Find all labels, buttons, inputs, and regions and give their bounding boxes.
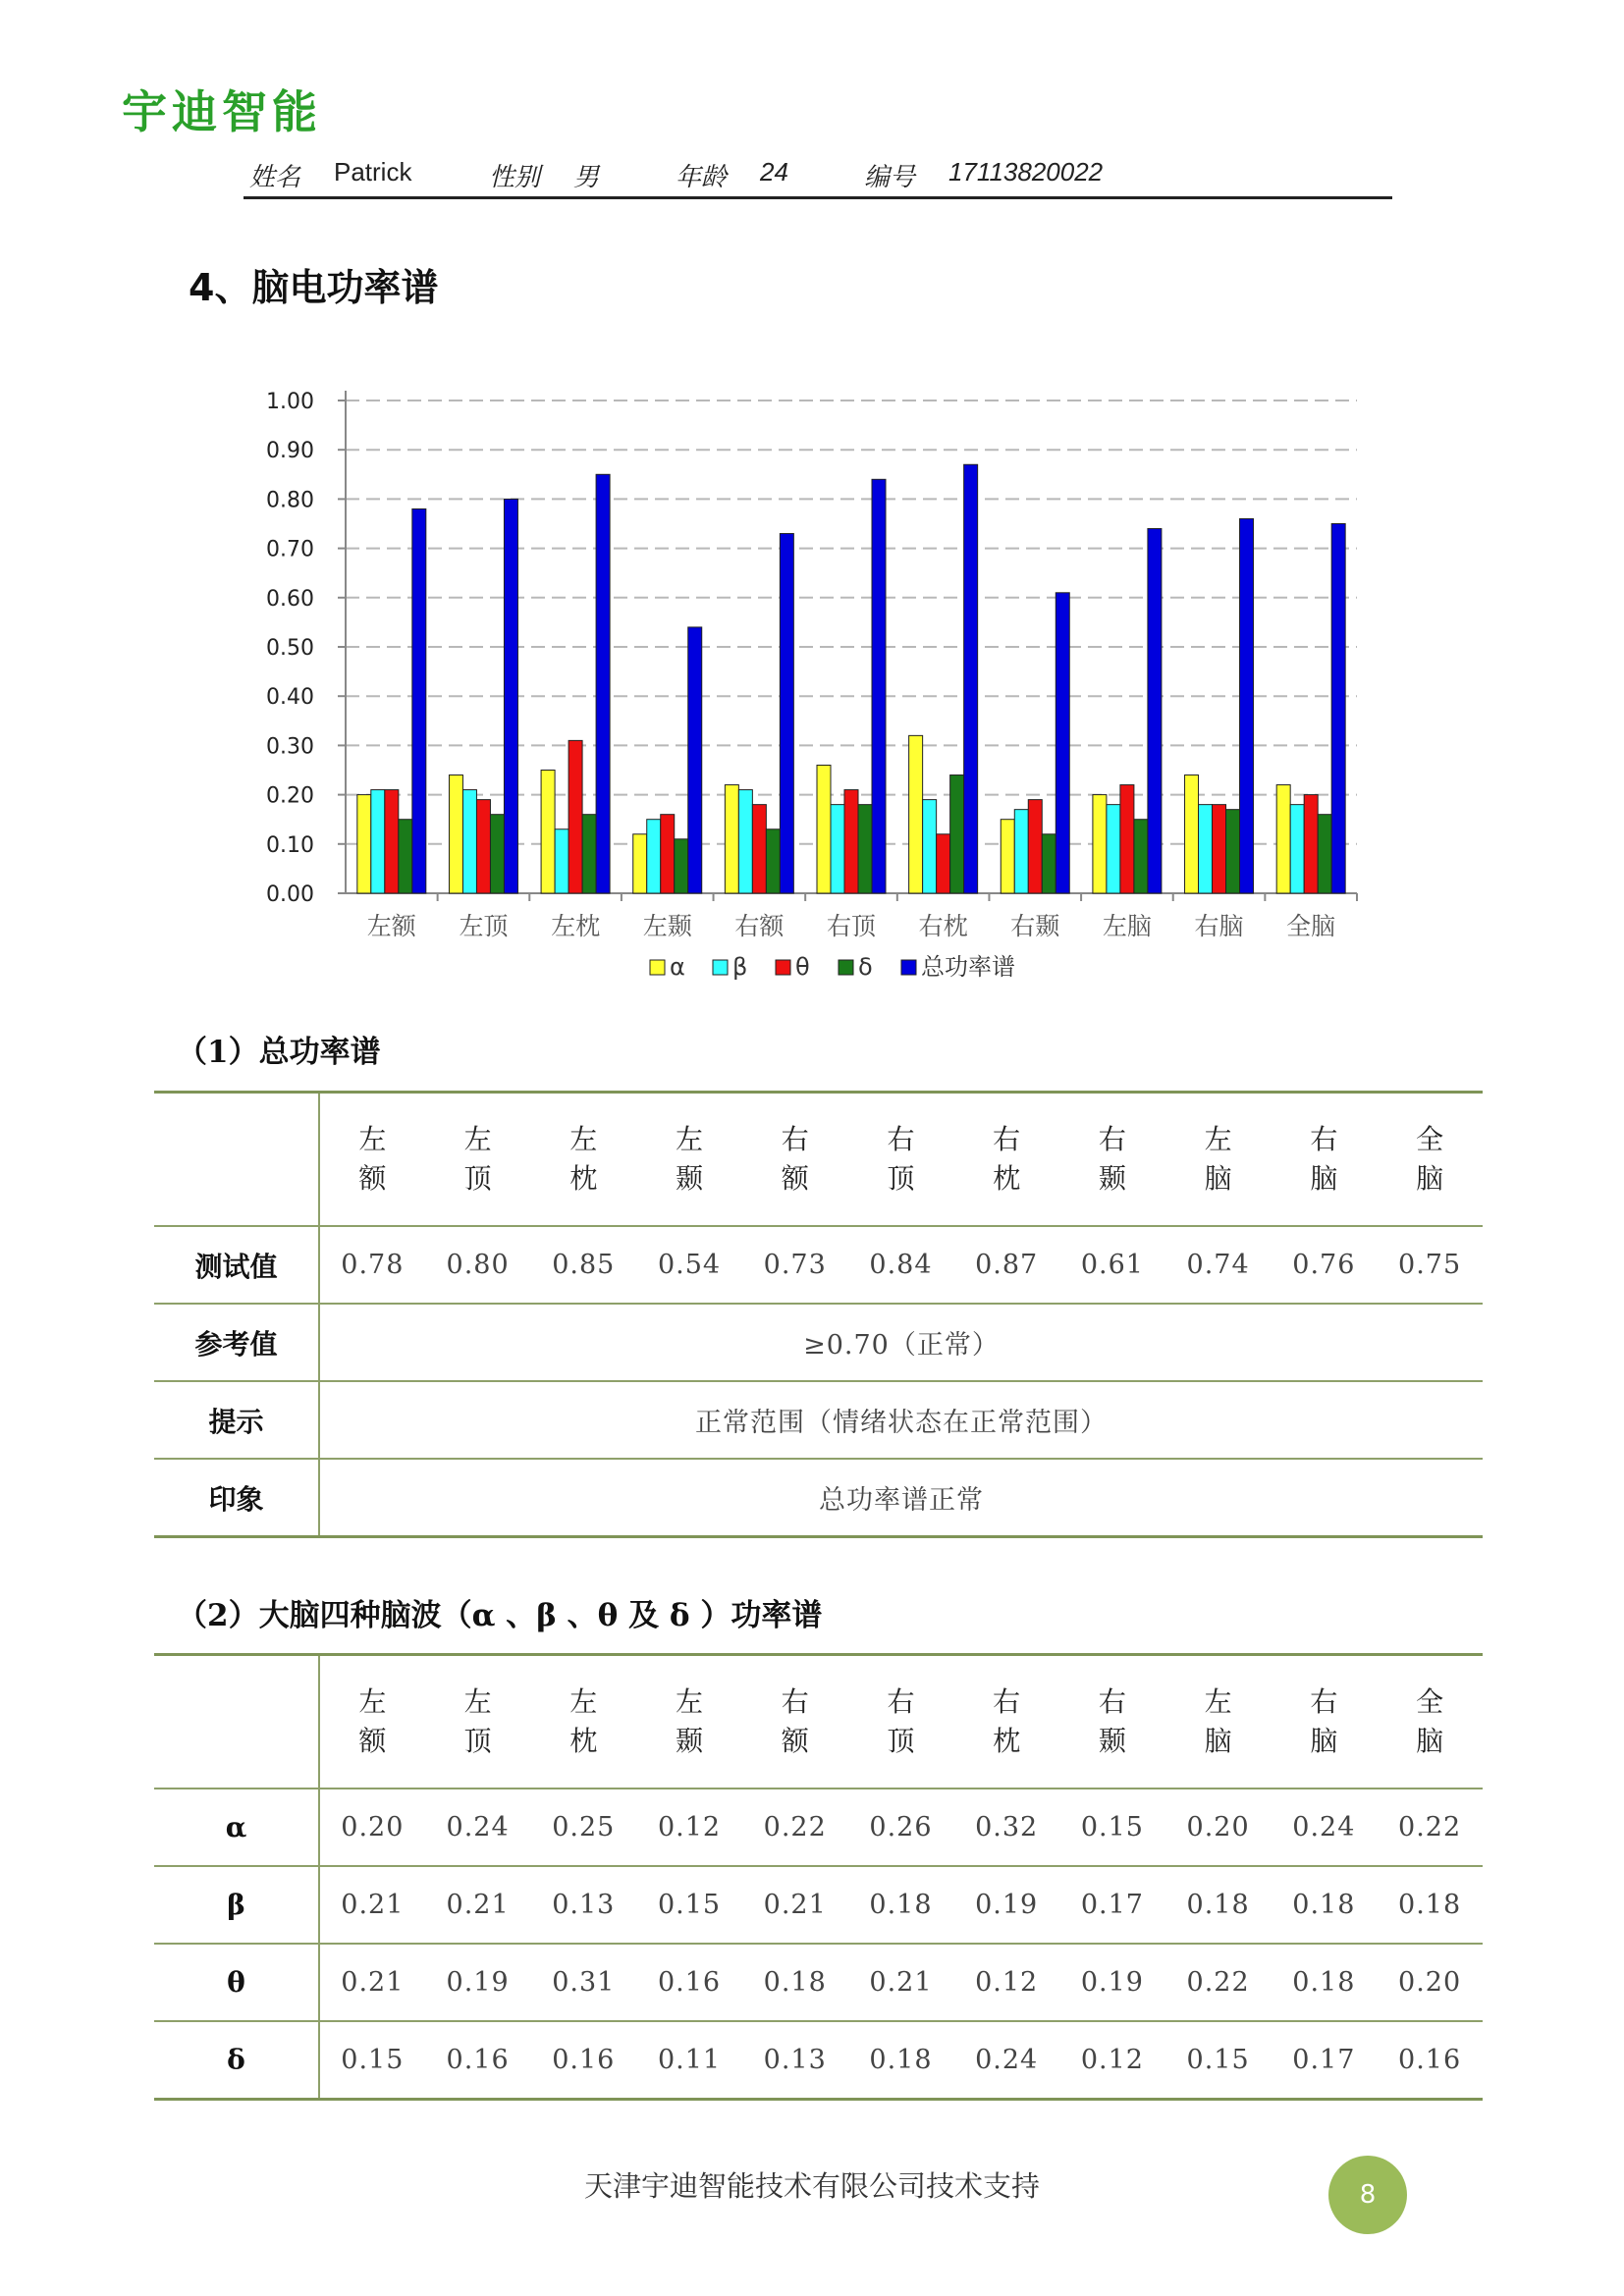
- x-tick-label: 右额: [734, 912, 785, 940]
- region-header: 右 颞: [1059, 1655, 1165, 1789]
- bar: [504, 499, 517, 893]
- delta-cell: 0.11: [636, 2021, 742, 2100]
- region-header: 左 额: [319, 1655, 425, 1789]
- bar: [1028, 800, 1042, 893]
- delta-cell: 0.12: [1059, 2021, 1165, 2100]
- bar: [1148, 529, 1162, 893]
- test-value-cell: 0.76: [1271, 1226, 1377, 1304]
- beta-cell: 0.18: [848, 1866, 954, 1944]
- bar: [462, 790, 476, 893]
- region-header: 全 脑: [1377, 1655, 1483, 1789]
- alpha-cell: 0.24: [425, 1789, 531, 1866]
- bar: [385, 790, 399, 893]
- bar: [1120, 785, 1134, 893]
- bar: [1276, 785, 1290, 893]
- bar: [831, 805, 844, 893]
- test-value-cell: 0.73: [742, 1226, 848, 1304]
- bar: [1014, 810, 1028, 893]
- bar: [923, 800, 937, 893]
- impression-value: 总功率谱正常: [319, 1459, 1483, 1537]
- beta-cell: 0.19: [953, 1866, 1059, 1944]
- x-tick-label: 左脑: [1102, 912, 1152, 940]
- test-value-cell: 0.78: [319, 1226, 425, 1304]
- region-header: 右 脑: [1271, 1655, 1377, 1789]
- bar: [371, 790, 385, 893]
- theta-cell: 0.18: [1271, 1944, 1377, 2021]
- theta-label: θ: [154, 1944, 319, 2021]
- region-header: 左 颞: [636, 1093, 742, 1227]
- delta-cell: 0.13: [742, 2021, 848, 2100]
- theta-cell: 0.21: [848, 1944, 954, 2021]
- name-value: Patrick: [334, 157, 412, 187]
- legend-label: β: [732, 953, 748, 981]
- alpha-cell: 0.20: [319, 1789, 425, 1866]
- bar: [1093, 795, 1107, 893]
- test-value-cell: 0.85: [530, 1226, 636, 1304]
- impression-row: [154, 1459, 1483, 1537]
- name-label: 姓名: [249, 162, 301, 191]
- delta-cell: 0.18: [848, 2021, 954, 2100]
- legend-label: 总功率谱: [921, 953, 1015, 981]
- bar: [1199, 805, 1213, 893]
- gender-label: 性别: [489, 162, 541, 191]
- x-tick-label: 右颞: [1010, 912, 1060, 940]
- region-header: 左 顶: [425, 1655, 531, 1789]
- hint-label: 提示: [154, 1381, 319, 1459]
- y-tick-label: 0.70: [266, 537, 314, 562]
- total-power-subtitle: （1）总功率谱: [177, 1035, 381, 1070]
- wave-power-subtitle: （2）大脑四种脑波（α 、β 、θ 及 δ ）功率谱: [177, 1598, 823, 1633]
- region-header: 左 枕: [530, 1655, 636, 1789]
- bar: [357, 795, 371, 893]
- x-tick-label: 左顶: [459, 912, 509, 940]
- region-header: 右 顶: [848, 1655, 954, 1789]
- alpha-cell: 0.20: [1165, 1789, 1272, 1866]
- region-header: 右 额: [742, 1655, 848, 1789]
- x-tick-label: 左额: [366, 912, 416, 940]
- delta-cell: 0.16: [425, 2021, 531, 2100]
- theta-cell: 0.31: [530, 1944, 636, 2021]
- beta-cell: 0.13: [530, 1866, 636, 1944]
- hint-value: 正常范围（情绪状态在正常范围）: [319, 1381, 1483, 1459]
- test-value-cell: 0.74: [1165, 1226, 1272, 1304]
- bar: [964, 464, 978, 893]
- beta-cell: 0.15: [636, 1866, 742, 1944]
- bar: [872, 479, 886, 893]
- delta-cell: 0.17: [1271, 2021, 1377, 2100]
- region-header: 左 顶: [425, 1093, 531, 1227]
- bar: [1304, 795, 1318, 893]
- y-tick-label: 0.60: [266, 586, 314, 612]
- beta-cell: 0.17: [1059, 1866, 1165, 1944]
- footer-text: 天津宇迪智能技术有限公司技术支持: [583, 2169, 1040, 2203]
- region-header: 右 脑: [1271, 1093, 1377, 1227]
- y-tick-label: 0.90: [266, 439, 314, 464]
- bar: [555, 829, 568, 893]
- beta-cell: 0.18: [1271, 1866, 1377, 1944]
- region-header: 全 脑: [1377, 1093, 1483, 1227]
- region-header: 右 顶: [848, 1093, 954, 1227]
- x-tick-label: 右脑: [1194, 912, 1244, 940]
- theta-row: [154, 1944, 1483, 2021]
- age-label: 年龄: [676, 162, 728, 191]
- region-header: 右 枕: [953, 1655, 1059, 1789]
- reference-value: ≥0.70（正常）: [319, 1304, 1483, 1381]
- alpha-cell: 0.15: [1059, 1789, 1165, 1866]
- corner-cell: [154, 1093, 319, 1227]
- theta-cell: 0.16: [636, 1944, 742, 2021]
- bar: [752, 805, 766, 893]
- delta-label: δ: [154, 2021, 319, 2100]
- theta-cell: 0.20: [1377, 1944, 1483, 2021]
- bar: [909, 735, 923, 893]
- bar: [412, 508, 426, 893]
- test-value-cell: 0.80: [425, 1226, 531, 1304]
- y-tick-label: 0.30: [266, 734, 314, 760]
- theta-cell: 0.12: [953, 1944, 1059, 2021]
- bar: [582, 815, 596, 893]
- alpha-cell: 0.12: [636, 1789, 742, 1866]
- delta-cell: 0.15: [1165, 2021, 1272, 2100]
- wave-power-table: [154, 1653, 1483, 2101]
- delta-cell: 0.15: [319, 2021, 425, 2100]
- alpha-cell: 0.25: [530, 1789, 636, 1866]
- theta-cell: 0.18: [742, 1944, 848, 2021]
- region-header: 左 脑: [1165, 1655, 1272, 1789]
- test-value-cell: 0.75: [1377, 1226, 1483, 1304]
- bar: [780, 534, 793, 893]
- test-value-cell: 0.61: [1059, 1226, 1165, 1304]
- legend-label: α: [670, 953, 685, 981]
- bar: [844, 790, 858, 893]
- bar: [675, 839, 688, 893]
- gender-value: 男: [573, 162, 600, 191]
- bar: [661, 815, 675, 893]
- alpha-cell: 0.26: [848, 1789, 954, 1866]
- legend-swatch: [901, 960, 916, 975]
- beta-cell: 0.18: [1165, 1866, 1272, 1944]
- legend-swatch: [776, 960, 790, 975]
- power-spectrum-chart: [236, 373, 1394, 1021]
- test-value-cell: 0.84: [848, 1226, 954, 1304]
- bar: [1134, 820, 1148, 893]
- beta-cell: 0.21: [319, 1866, 425, 1944]
- test-value-cell: 0.87: [953, 1226, 1059, 1304]
- section-title: 4、脑电功率谱: [189, 266, 439, 309]
- region-header: 左 颞: [636, 1655, 742, 1789]
- legend-swatch: [839, 960, 853, 975]
- delta-cell: 0.16: [530, 2021, 636, 2100]
- alpha-cell: 0.32: [953, 1789, 1059, 1866]
- bar: [399, 820, 412, 893]
- patient-info-bar: [244, 153, 1392, 199]
- beta-cell: 0.21: [425, 1866, 531, 1944]
- region-header: 左 额: [319, 1093, 425, 1227]
- impression-label: 印象: [154, 1459, 319, 1537]
- x-tick-label: 右顶: [826, 912, 877, 940]
- theta-cell: 0.22: [1165, 1944, 1272, 2021]
- bar: [1240, 518, 1254, 893]
- bar: [541, 771, 555, 894]
- bar: [449, 775, 462, 893]
- bar: [937, 834, 950, 893]
- bar: [688, 627, 702, 893]
- delta-row: [154, 2021, 1483, 2100]
- bar: [476, 800, 490, 893]
- bar: [1001, 820, 1014, 893]
- beta-row: [154, 1866, 1483, 1944]
- bar: [1185, 775, 1199, 893]
- beta-cell: 0.18: [1377, 1866, 1483, 1944]
- test-value-label: 测试值: [154, 1226, 319, 1304]
- alpha-row: [154, 1789, 1483, 1866]
- total-power-table: [154, 1091, 1483, 1538]
- bar: [858, 805, 872, 893]
- region-header: 右 颞: [1059, 1093, 1165, 1227]
- alpha-cell: 0.22: [742, 1789, 848, 1866]
- legend-label: δ: [858, 953, 873, 981]
- legend-label: θ: [795, 953, 810, 981]
- reference-label: 参考值: [154, 1304, 319, 1381]
- bar: [1056, 593, 1069, 893]
- id-value: 17113820022: [948, 157, 1104, 187]
- legend-swatch: [713, 960, 728, 975]
- id-label: 编号: [864, 162, 916, 191]
- y-tick-label: 0.20: [266, 783, 314, 809]
- theta-cell: 0.19: [425, 1944, 531, 2021]
- corner-cell: [154, 1655, 319, 1789]
- delta-cell: 0.24: [953, 2021, 1059, 2100]
- bar: [725, 785, 738, 893]
- page-number-badge: 8: [1328, 2156, 1407, 2234]
- bar: [1213, 805, 1226, 893]
- theta-cell: 0.19: [1059, 1944, 1165, 2021]
- reference-row: [154, 1304, 1483, 1381]
- age-value: 24: [760, 157, 788, 187]
- y-tick-label: 1.00: [266, 390, 314, 414]
- region-header: 右 额: [742, 1093, 848, 1227]
- x-tick-label: 左枕: [551, 912, 601, 940]
- region-header: 左 脑: [1165, 1093, 1272, 1227]
- bar: [568, 740, 582, 893]
- bar: [596, 474, 610, 893]
- test-value-cell: 0.54: [636, 1226, 742, 1304]
- bar: [633, 834, 647, 893]
- bar: [490, 815, 504, 893]
- x-tick-label: 左颞: [642, 912, 692, 940]
- y-tick-label: 0.10: [266, 832, 314, 858]
- y-tick-label: 0.40: [266, 685, 314, 711]
- bar: [766, 829, 780, 893]
- region-header: 右 枕: [953, 1093, 1059, 1227]
- y-tick-label: 0.00: [266, 882, 314, 907]
- alpha-cell: 0.24: [1271, 1789, 1377, 1866]
- wave-header-row: [154, 1655, 1483, 1789]
- y-tick-label: 0.50: [266, 636, 314, 661]
- theta-cell: 0.21: [319, 1944, 425, 2021]
- test-value-row: [154, 1226, 1483, 1304]
- beta-cell: 0.21: [742, 1866, 848, 1944]
- bar: [647, 820, 661, 893]
- beta-label: β: [154, 1866, 319, 1944]
- bar: [950, 775, 964, 893]
- bar: [1318, 815, 1331, 893]
- bar: [1331, 524, 1345, 894]
- bar: [738, 790, 752, 893]
- region-header: 左 枕: [530, 1093, 636, 1227]
- bar: [1226, 810, 1240, 893]
- company-logo: 宇迪智能: [122, 85, 322, 138]
- legend-swatch: [650, 960, 665, 975]
- x-tick-label: 全脑: [1286, 912, 1336, 940]
- alpha-cell: 0.22: [1377, 1789, 1483, 1866]
- y-tick-label: 0.80: [266, 488, 314, 513]
- bar: [817, 765, 831, 893]
- bar: [1107, 805, 1120, 893]
- delta-cell: 0.16: [1377, 2021, 1483, 2100]
- hint-row: [154, 1381, 1483, 1459]
- bar: [1042, 834, 1056, 893]
- x-tick-label: 右枕: [918, 912, 968, 940]
- bar: [1290, 805, 1304, 893]
- total-header-row: [154, 1093, 1483, 1227]
- alpha-label: α: [154, 1789, 319, 1866]
